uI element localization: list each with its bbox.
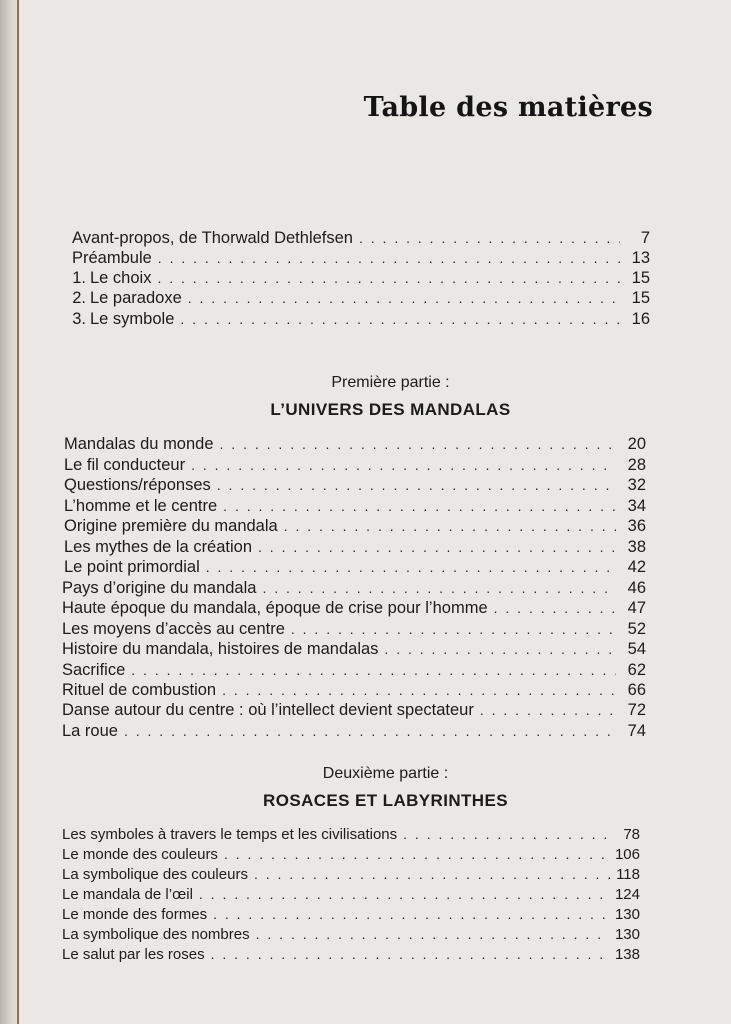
toc-entry[interactable] <box>64 537 646 557</box>
leader-dots <box>494 598 616 618</box>
toc-entry-page: 42 <box>627 558 646 576</box>
page-title: Table des matières <box>363 92 653 123</box>
leader-dots <box>256 924 609 944</box>
leader-dots <box>206 557 616 577</box>
toc-entry-page: 32 <box>627 476 646 494</box>
toc-entry-label: Origine première du mandala <box>64 517 278 535</box>
leader-dots <box>384 639 616 659</box>
toc-entry-label: Questions/réponses <box>64 476 211 494</box>
toc-entry-label: Préambule <box>72 249 152 267</box>
toc-entry-page: 130 <box>614 906 640 923</box>
toc-entry[interactable] <box>62 824 640 845</box>
toc-entry[interactable] <box>64 268 650 288</box>
leader-dots <box>480 700 616 720</box>
leader-dots <box>258 537 616 557</box>
toc-entry-label: L’homme et le centre <box>64 497 218 515</box>
toc-entry-page: 118 <box>616 866 640 883</box>
part-title: L’UNIVERS DES MANDALAS <box>270 400 511 419</box>
leader-dots <box>359 228 620 248</box>
toc-entry-label: Le choix <box>90 269 152 287</box>
leader-dots <box>211 944 609 964</box>
leader-dots <box>124 721 616 741</box>
toc-entry[interactable] <box>62 721 646 741</box>
leader-dots <box>222 680 616 700</box>
toc-entry[interactable] <box>64 455 646 475</box>
leader-dots <box>158 248 620 268</box>
toc-entry-page: 78 <box>623 826 640 843</box>
toc-entry-page: 28 <box>627 456 646 474</box>
toc-entry[interactable] <box>62 904 640 925</box>
toc-entry-label: Le monde des formes <box>62 906 208 923</box>
part-label: Première partie : <box>331 374 450 391</box>
toc-entry-number: 2. <box>72 289 86 307</box>
leader-dots <box>188 288 620 308</box>
toc-entry-label: Histoire du mandala, histoires de mandalas <box>62 640 379 658</box>
toc-entry[interactable] <box>62 864 640 885</box>
toc-entry[interactable] <box>64 516 646 536</box>
leader-dots <box>284 516 616 536</box>
toc-entry-page: 130 <box>614 926 640 943</box>
toc-entry-page: 36 <box>627 517 646 535</box>
toc-entry-label: Danse autour du centre : où l’intellect devient spectateur <box>62 701 474 719</box>
toc-entry-page: 138 <box>614 946 640 963</box>
toc-entry[interactable] <box>64 309 650 329</box>
toc-entry-page: 13 <box>631 249 650 267</box>
toc-entry-page: 106 <box>614 846 640 863</box>
toc-entry-page: 72 <box>627 701 646 719</box>
toc-entry-number: 3. <box>72 310 86 328</box>
toc-entry-label: Haute époque du mandala, époque de crise pour l’homme <box>62 599 488 617</box>
toc-entry-label: Le fil conducteur <box>64 456 186 474</box>
toc-entry-label: Le point primordial <box>64 558 200 576</box>
toc-entry[interactable] <box>62 844 640 865</box>
toc-entry-page: 74 <box>627 722 646 740</box>
toc-entry[interactable] <box>62 924 640 945</box>
leader-dots <box>223 496 616 516</box>
toc-entry[interactable] <box>62 578 646 598</box>
leader-dots <box>180 309 620 329</box>
leader-dots <box>220 434 616 454</box>
leader-dots <box>291 619 616 639</box>
toc-entry[interactable] <box>62 619 646 639</box>
toc-entry-label: Les moyens d’accès au centre <box>62 620 285 638</box>
toc-entry-page: 54 <box>627 640 646 658</box>
toc-entry-label: La roue <box>62 722 118 740</box>
toc-entry[interactable] <box>64 288 650 308</box>
toc-entry-page: 66 <box>627 681 646 699</box>
toc-entry-page: 124 <box>614 886 640 903</box>
toc-entry-label: Le symbole <box>90 310 175 328</box>
toc-entry[interactable] <box>62 639 646 659</box>
toc-entry-label: Le paradoxe <box>90 289 182 307</box>
part-title: ROSACES ET LABYRINTHES <box>263 791 508 810</box>
leader-dots <box>217 475 616 495</box>
leader-dots <box>254 864 610 884</box>
toc-entry-label: Avant-propos, de Thorwald Dethlefsen <box>72 229 353 247</box>
toc-entry-page: 16 <box>631 310 650 328</box>
toc-entry[interactable] <box>64 434 646 454</box>
toc-entry-page: 20 <box>627 435 646 453</box>
toc-entry-page: 15 <box>631 289 650 307</box>
toc-entry[interactable] <box>64 496 646 516</box>
leader-dots <box>262 578 616 598</box>
toc-entry-label: Rituel de combustion <box>62 681 217 699</box>
toc-entry-page: 52 <box>627 620 646 638</box>
toc-entry-number: 1. <box>72 269 86 287</box>
leader-dots <box>191 455 616 475</box>
toc-entry[interactable] <box>62 884 640 905</box>
toc-entry-label: Mandalas du monde <box>64 435 214 453</box>
toc-entry-page: 47 <box>627 599 646 617</box>
toc-entry[interactable] <box>62 944 640 965</box>
toc-entry[interactable] <box>64 557 646 577</box>
toc-entry-label: Les symboles à travers le temps et les civilisations <box>62 826 398 843</box>
toc-entry[interactable] <box>62 680 646 700</box>
toc-entry-label: Sacrifice <box>62 661 126 679</box>
toc-entry-page: 34 <box>627 497 646 515</box>
leader-dots <box>199 884 609 904</box>
leader-dots <box>403 824 610 844</box>
page-binding-edge <box>0 0 20 1024</box>
toc-entry-label: Le monde des couleurs <box>62 846 218 863</box>
leader-dots <box>224 844 609 864</box>
toc-entry[interactable] <box>72 228 650 248</box>
toc-entry[interactable] <box>62 598 646 618</box>
toc-entry[interactable] <box>72 248 650 268</box>
leader-dots <box>157 268 620 288</box>
toc-entry[interactable] <box>64 475 646 495</box>
part-label: Deuxième partie : <box>322 765 449 782</box>
toc-entry-label: La symbolique des nombres <box>62 926 250 943</box>
toc-entry[interactable] <box>62 700 646 720</box>
toc-entry-label: Pays d’origine du mandala <box>62 579 257 597</box>
leader-dots <box>131 660 616 680</box>
toc-entry-page: 38 <box>627 538 646 556</box>
toc-entry[interactable] <box>62 660 646 680</box>
toc-entry-page: 62 <box>627 661 646 679</box>
toc-entry-label: Les mythes de la création <box>64 538 253 556</box>
toc-entry-label: La symbolique des couleurs <box>62 866 248 883</box>
toc-entry-label: Le salut par les roses <box>62 946 205 963</box>
toc-entry-page: 7 <box>640 229 650 247</box>
leader-dots <box>213 904 609 924</box>
toc-entry-page: 46 <box>627 579 646 597</box>
toc-entry-label: Le mandala de l’œil <box>62 886 193 903</box>
toc-entry-page: 15 <box>631 269 650 287</box>
